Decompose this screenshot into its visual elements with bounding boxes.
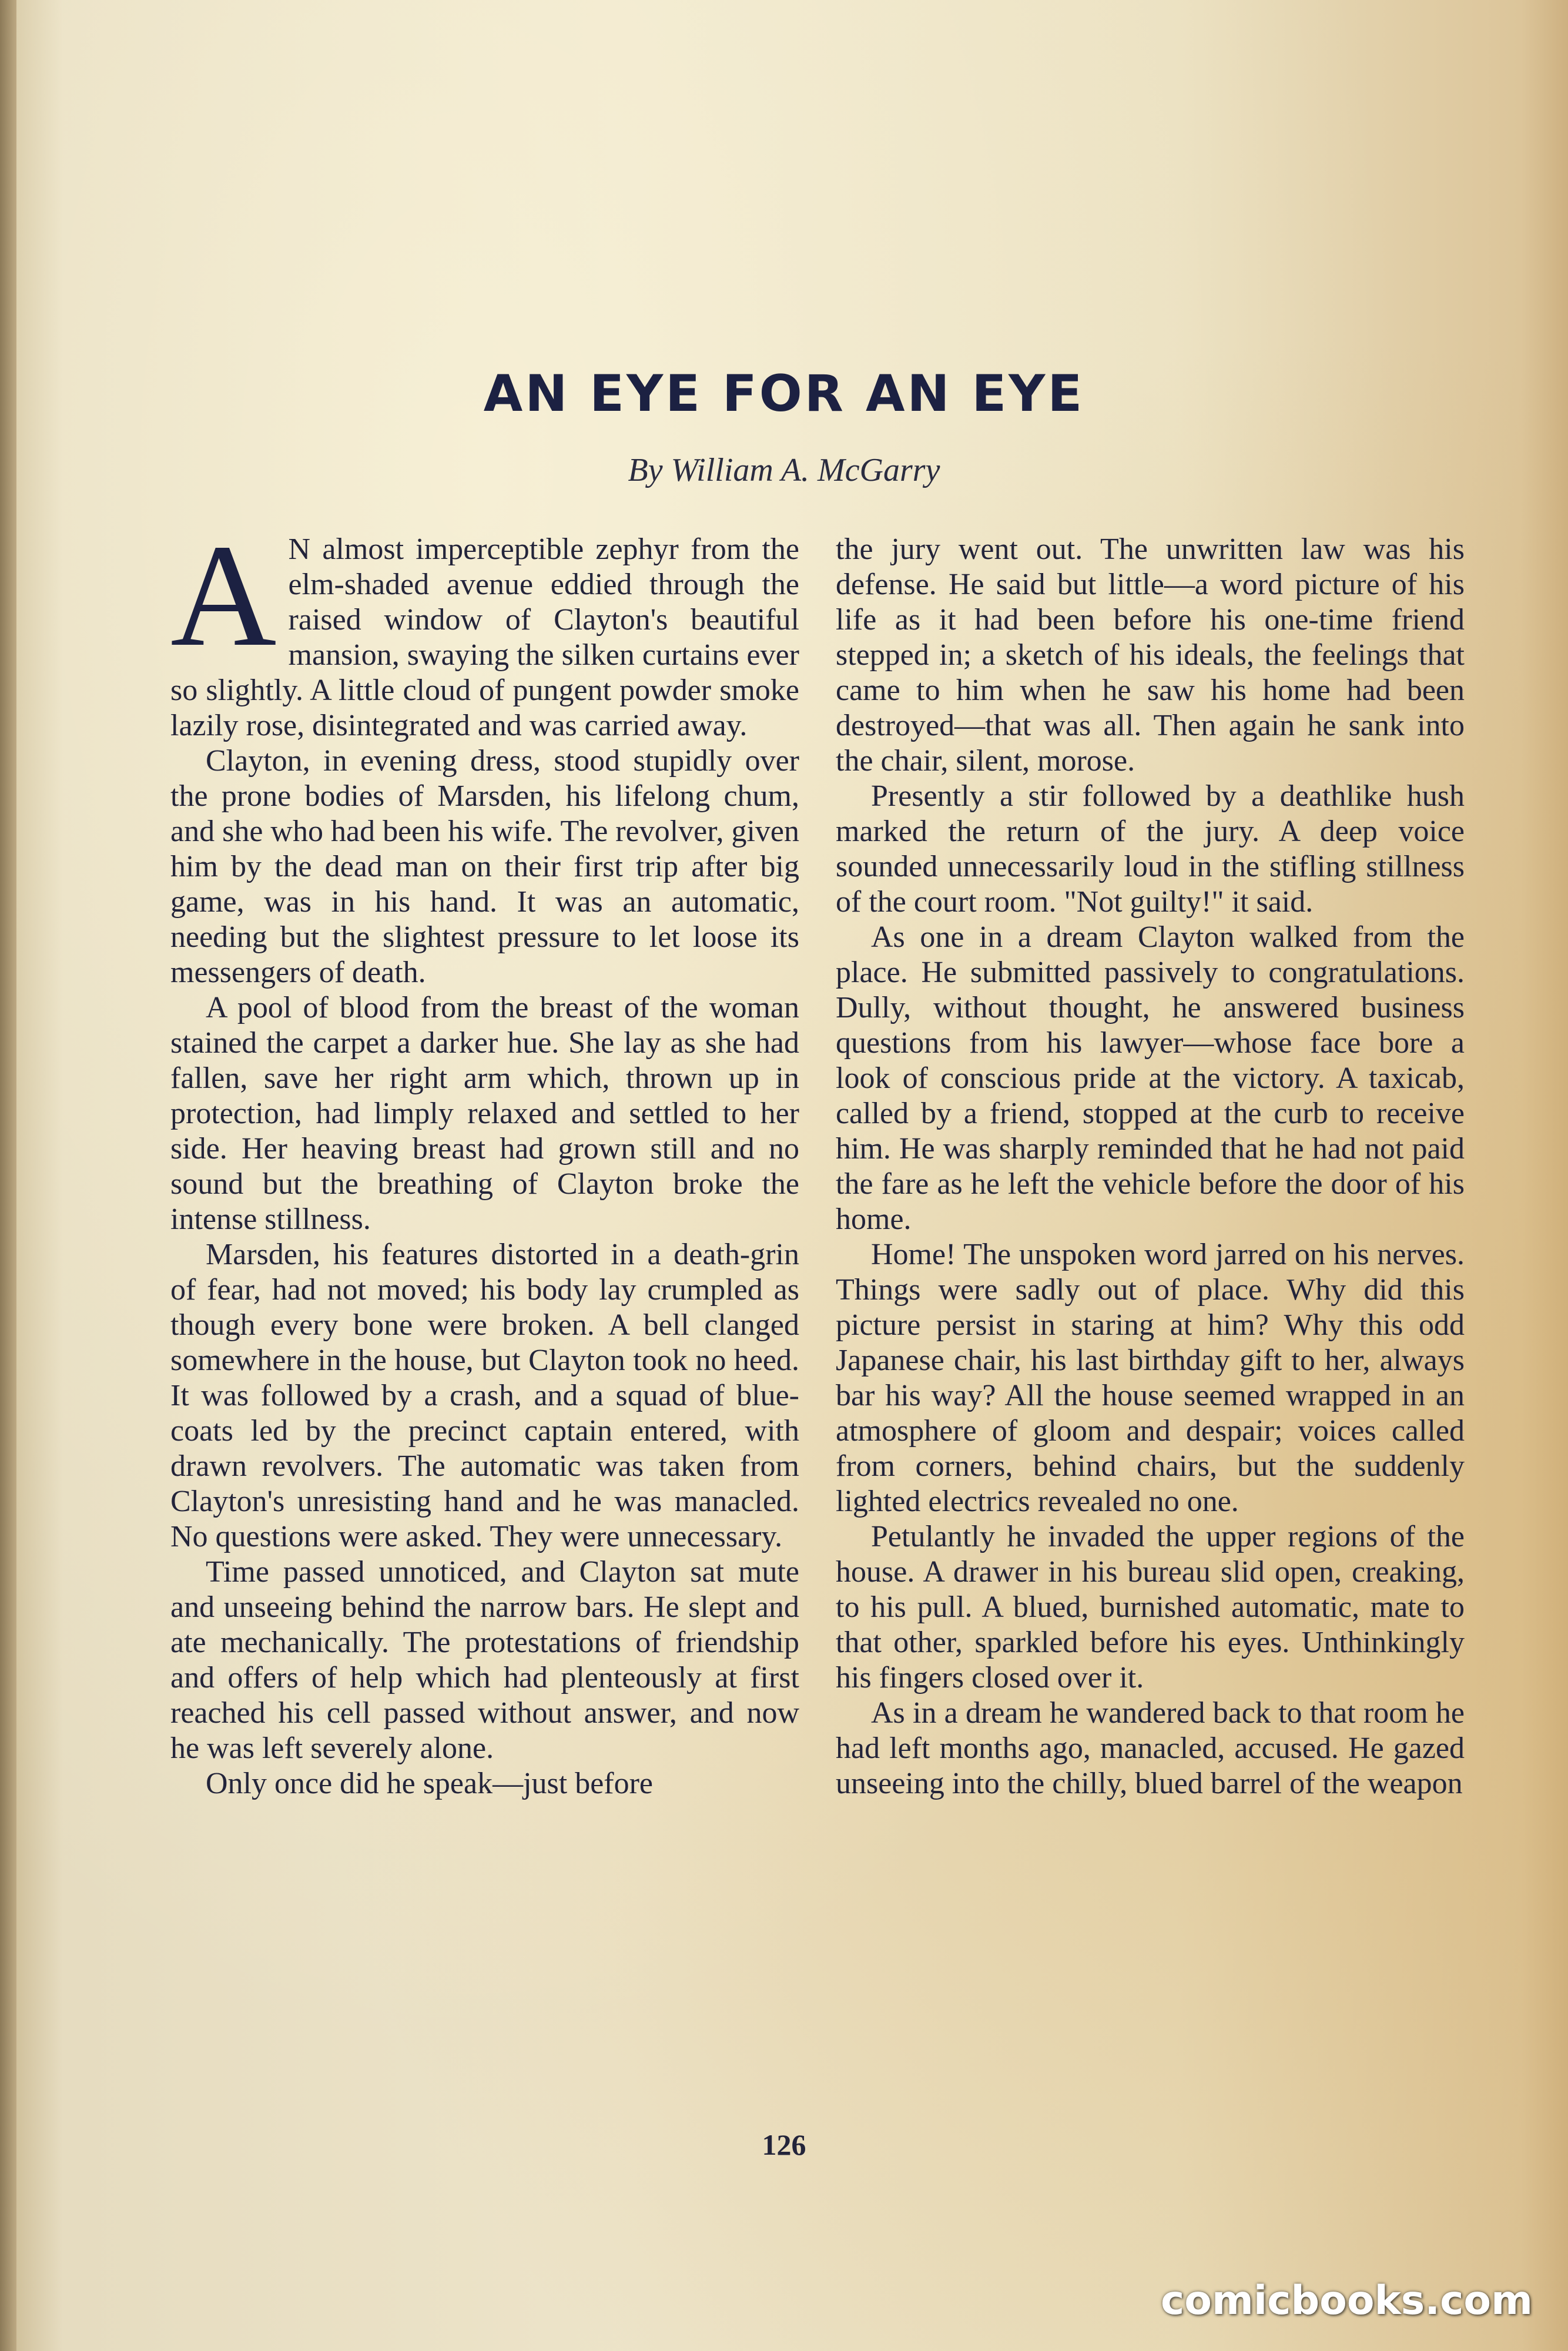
paragraph-9: As one in a dream Clayton walked from the place. He submitted passively to congratulations. Dully, without thought, he answered business questions from his lawyer—whose face bore a look of conscious pride at the victory. A taxicab, called by a friend, stopped at the curb to receive him. He was sharply reminded that he had not paid the fare as he left the vehicle before the door of his home. — [836, 920, 1465, 1236]
paragraph-11: Petulantly he invaded the upper regions of the house. A drawer in his bureau slid open, creaking, to his pull. A blued, burnished automatic, mate to that other, sparkled before his eyes. Unthinkingly his fingers closed over it. — [836, 1520, 1465, 1694]
paragraph-1 — [170, 514, 799, 744]
paragraph-5: Time passed unnoticed, and Clayton sat mute and unseeing behind the narrow bars. He slept and ate mechanically. The protestations of friendship and offers of help which had plenteously at first reached his cell passed without answer, and now he was left severely alone. — [170, 1555, 799, 1765]
page-edge-shadow — [0, 0, 16, 2351]
paragraph-12: As in a dream he wandered back to that room he had left months ago, manacled, accused. He gazed unseeing into the chilly, blued barrel of the weapon — [836, 1696, 1465, 1800]
paragraph-2: Clayton, in evening dress, stood stupidly over the prone bodies of Marsden, his lifelong chum, and she who had been his wife. The revolver, given him by the dead man on their first trip after big game, was in his hand. It was an automatic, needing but the slightest pressure to let loose its messengers of death. — [170, 744, 799, 989]
paragraph-1-text: N almost imperceptible zephyr from the elm-shaded avenue eddied through the raised window of Clayton's beautiful mansion, swaying the silken curtains ever so slightly. A little cloud of pungent powder smoke lazily rose, disintegrated and was carried away. — [170, 533, 799, 742]
article-title: AN EYE FOR AN EYE — [483, 364, 1085, 423]
article-byline: By William A. McGarry — [628, 452, 940, 488]
watermark-text: comicbooks.com — [1160, 2278, 1533, 2324]
paragraph-7: the jury went out. The unwritten law was his defense. He said but little—a word picture of his life as it had been before his one-time friend stepped in; a sketch of his ideals, the feelings that came to him when he saw his home had been destroyed—that was all. Then again he sank into the chair, silent, morose. — [836, 533, 1465, 778]
paragraph-3: A pool of blood from the breast of the woman stained the carpet a darker hue. She lay as she had fallen, save her right arm which, thrown up in protection, had limply relaxed and settled to her side. Her heaving breast had grown still and no sound but the breathing of Clayton broke the intense stillness. — [170, 991, 799, 1236]
paragraph-10: Home! The unspoken word jarred on his nerves. Things were sadly out of place. Why did this picture persist in staring at him? Why this odd Japanese chair, his last birthday gift to her, always bar his way? All the house seemed wrapped in an atmosphere of gloom and despair; voices called from corners, behind chairs, but the suddenly lighted electrics revealed no one. — [836, 1238, 1465, 1518]
paragraph-8: Presently a stir followed by a deathlike hush marked the return of the jury. A deep voice sounded unnecessarily loud in the stifling stillness of the court room. "Not guilty!" it said. — [836, 779, 1465, 919]
left-column — [170, 514, 799, 1801]
paragraph-4: Marsden, his features distorted in a death-grin of fear, had not moved; his body lay crumpled as though every bone were broken. A bell clanged somewhere in the house, but Clayton took no heed. It was followed by a crash, and a squad of blue-coats led by the precinct captain entered, with drawn revolvers. The automatic was taken from Clayton's unresisting hand and he was manacled. No questions were asked. They were unnecessary. — [170, 1238, 799, 1553]
drop-cap: A — [170, 514, 277, 677]
page-number: 126 — [762, 2128, 806, 2161]
paragraph-6: Only once did he speak—just before — [206, 1767, 654, 1800]
right-column — [836, 532, 1465, 1801]
